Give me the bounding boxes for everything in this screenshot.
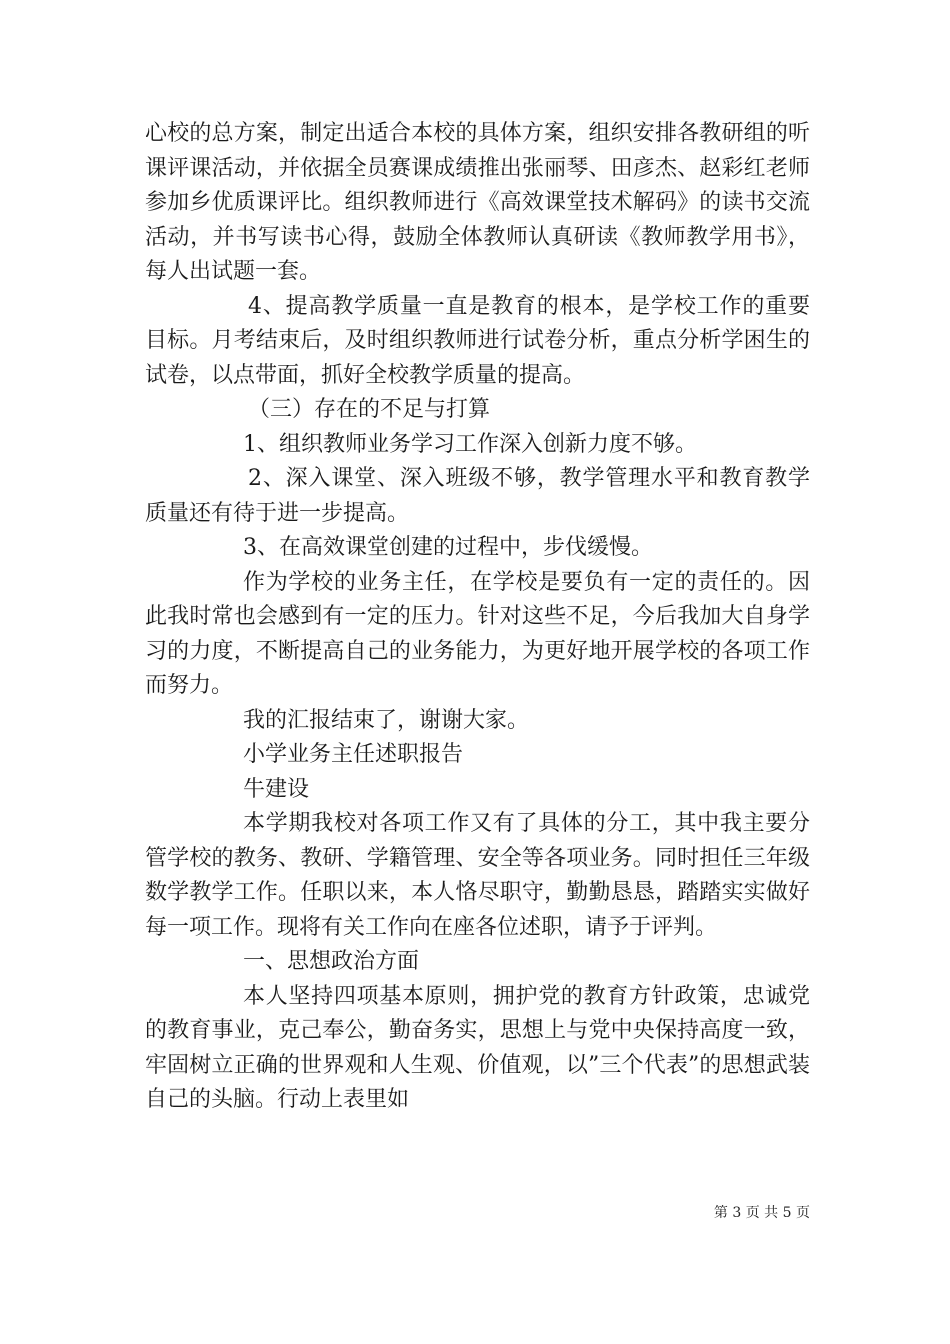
document-body: [145, 117, 810, 1118]
report-author: 牛建设: [243, 776, 310, 802]
paragraph-closing: 我的汇报结束了，谢谢大家。: [243, 707, 530, 733]
report-title: 小学业务主任述职报告: [243, 742, 464, 767]
paragraph-shortcoming-3: 3、在高效课堂创建的过程中，步伐缓慢。: [243, 535, 653, 560]
paragraph-continued: 心校的总方案，制定出适合本校的具体方案，组织安排各教研组的听课评课活动，并依据全员赛课成绩推出张丽琴、田彦杰、赵彩红老师参加乡优质课评比。组织教师进行《高效课堂技术解码》的读书交流活动，并书写读书心得，鼓励全体教师认真研读《教师教学用书》，每人出试题一套。: [145, 121, 810, 284]
section-heading-3: （三）存在的不足与打算: [248, 397, 491, 422]
paragraph-shortcoming-2: 2、深入课堂、深入班级不够，教学管理水平和教育教学质量还有待于进一步提高。: [145, 466, 810, 526]
paragraph-responsibility: 作为学校的业务主任，在学校是要负有一定的责任的。因此我时常也会感到有一定的压力。针对这些不足，今后我加大自身学习的力度，不断提高自己的业务能力，为更好地开展学校的各项工作而努力。: [145, 569, 810, 698]
paragraph-intro: 本学期我校对各项工作又有了具体的分工，其中我主要分管学校的教务、教研、学籍管理、安全等各项业务。同时担任三年级数学教学工作。任职以来，本人恪尽职守，勤勤恳恳，踏踏实实做好每一项工作。现将有关工作向在座各位述职，请予于评判。: [145, 811, 810, 940]
section-heading-1: 一、思想政治方面: [243, 949, 420, 974]
paragraph-politics: 本人坚持四项基本原则，拥护党的教育方针政策，忠诚党的教育事业，克己奉公，勤奋务实，思想上与党中央保持高度一致，牢固树立正确的世界观和人生观、价值观，以”三个代表”的思想武装自己的头脑。行动上表里如: [145, 983, 810, 1112]
paragraph-item-4: 4、提高教学质量一直是教育的根本，是学校工作的重要目标。月考结束后，及时组织教师进行试卷分析，重点分析学困生的试卷，以点带面，抓好全校教学质量的提高。: [145, 293, 810, 388]
paragraph-shortcoming-1: 1、组织教师业务学习工作深入创新力度不够。: [243, 431, 697, 457]
page-number: 第 3 页 共 5 页: [713, 1205, 810, 1221]
